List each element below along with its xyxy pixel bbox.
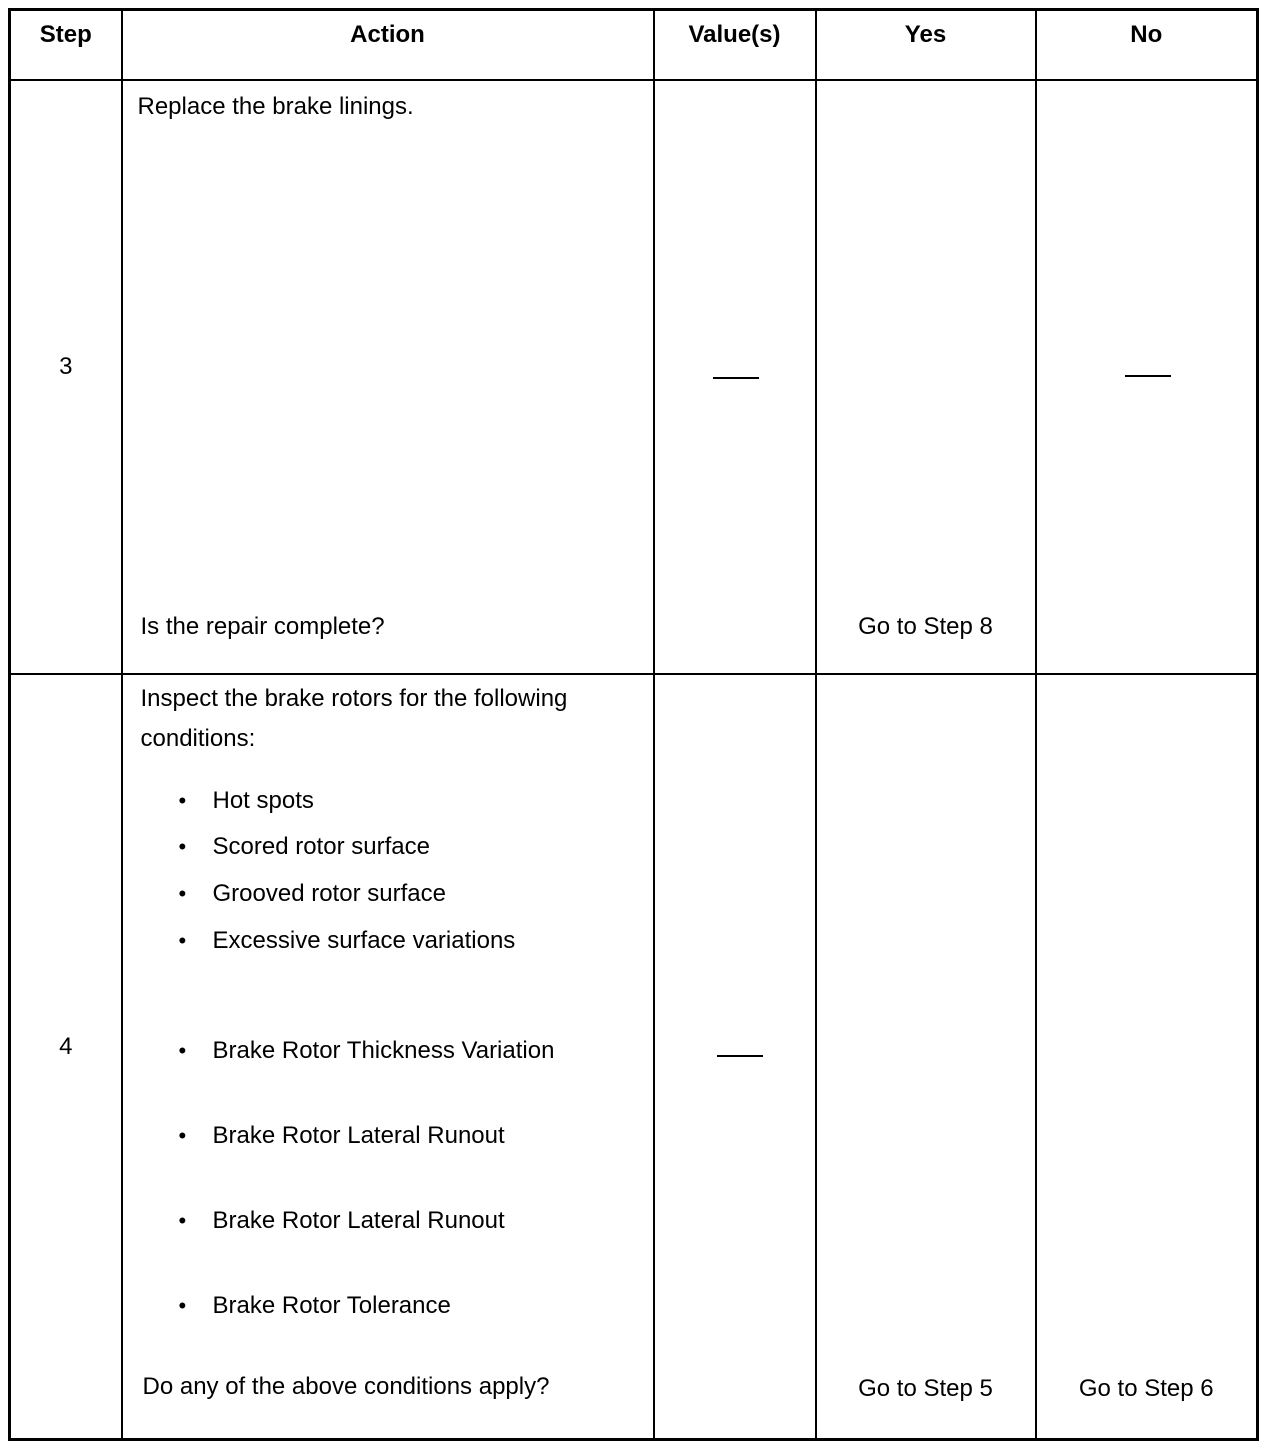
bullet-icon: • xyxy=(178,1207,187,1233)
table-row-step-3 xyxy=(10,80,1258,674)
list-item xyxy=(179,927,516,955)
list-item-label: Brake Rotor Lateral Runout xyxy=(212,1206,505,1234)
yes-cell xyxy=(816,674,1036,1440)
step-number: 4 xyxy=(59,1032,73,1060)
list-item xyxy=(179,787,314,815)
yes-result: Go to Step 5 xyxy=(858,1374,993,1402)
action-question: Do any of the above conditions apply? xyxy=(142,1372,550,1400)
no-result: Go to Step 6 xyxy=(1078,1374,1214,1402)
action-intro: Inspect the brake rotors for the following conditions: xyxy=(140,684,568,752)
list-item-label: Excessive surface variations xyxy=(212,926,516,954)
step-cell xyxy=(10,80,122,674)
yes-cell xyxy=(816,80,1036,674)
header-yes: Yes xyxy=(816,10,1036,80)
value-dash xyxy=(717,1055,763,1057)
list-item-label: Brake Rotor Lateral Runout xyxy=(212,1121,505,1149)
header-no: No xyxy=(1036,10,1258,80)
no-cell xyxy=(1036,80,1258,674)
bullet-icon: • xyxy=(178,1122,187,1148)
header-action: Action xyxy=(122,10,654,80)
value-cell xyxy=(654,674,816,1440)
list-item-label: Brake Rotor Thickness Variation xyxy=(212,1036,555,1064)
bullet-icon: • xyxy=(178,880,187,906)
bullet-icon: • xyxy=(178,833,187,859)
header-step: Step xyxy=(10,10,122,80)
header-values: Value(s) xyxy=(654,10,816,80)
value-dash xyxy=(713,377,759,379)
no-cell xyxy=(1036,674,1258,1440)
bullet-icon: • xyxy=(178,1292,187,1318)
no-dash xyxy=(1125,375,1171,377)
diagnostic-table xyxy=(8,8,1259,1441)
action-question: Is the repair complete? xyxy=(140,612,385,640)
step-cell xyxy=(10,674,122,1440)
yes-result: Go to Step 8 xyxy=(858,612,993,640)
bullet-icon: • xyxy=(178,787,187,813)
list-item xyxy=(179,833,430,861)
list-item xyxy=(179,1037,555,1065)
list-item-label: Scored rotor surface xyxy=(212,832,430,860)
list-item-label: Brake Rotor Tolerance xyxy=(212,1291,451,1319)
header-row xyxy=(10,10,1258,80)
action-cell xyxy=(122,80,654,674)
action-cell xyxy=(122,674,654,1440)
diagnostic-table-container xyxy=(8,8,1256,1440)
step-number: 3 xyxy=(59,352,73,380)
list-item-label: Hot spots xyxy=(212,786,314,814)
value-cell xyxy=(654,80,816,674)
list-item xyxy=(179,1207,505,1235)
action-intro: Replace the brake linings. xyxy=(137,92,414,120)
bullet-icon: • xyxy=(178,927,187,953)
list-item xyxy=(179,1122,505,1150)
bullet-icon: • xyxy=(178,1037,187,1063)
list-item-label: Grooved rotor surface xyxy=(212,879,446,907)
list-item xyxy=(179,880,446,908)
table-row-step-4 xyxy=(10,674,1258,1440)
list-item xyxy=(179,1292,451,1320)
